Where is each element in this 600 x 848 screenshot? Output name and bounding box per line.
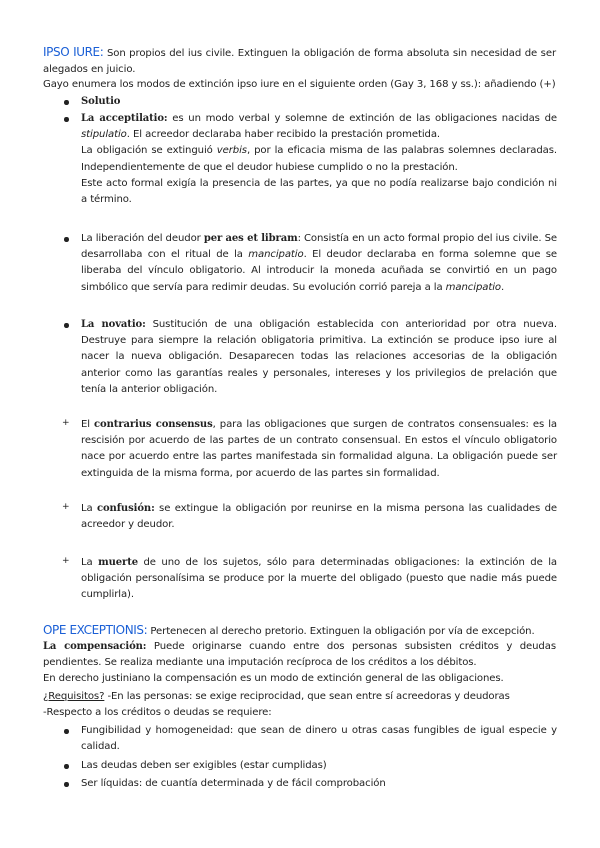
creditos-line: -Respecto a los créditos o deudas se requiere: — [43, 707, 272, 718]
mancipatio-term: mancipatio — [445, 281, 501, 293]
liberacion-text: La liberación del deudor — [81, 233, 204, 244]
confusion-term: confusión: — [97, 503, 155, 514]
bullet-dot — [64, 237, 69, 242]
verbis-term: verbis — [216, 145, 247, 157]
ope-exceptionis-intro — [43, 622, 563, 640]
bullet-dot — [64, 729, 69, 734]
gayo-line: Gayo enumera los modos de extinción ipso iure en el siguiente orden (Gay 3, 168 y ss.): añadiendo (+) — [43, 79, 556, 90]
plus-marker: + — [62, 556, 70, 566]
requisitos-line — [43, 689, 563, 705]
compensacion-paragraph — [43, 639, 556, 688]
contrarius-text: , para las obligaciones que surgen de contratos consensuales: es la rescisión por acuerdo de las partes de un contrato consensual. En estos el vínculo obligatorio nace por acuerdo entre las partes manifestada sin formalidad alguna. La obligación puede ser extinguida de la misma forma, por acuerdo de las partes sin formalidad. — [81, 419, 557, 479]
mancipatio-term: mancipatio — [248, 249, 304, 261]
liberacion-text: : Consistía en un acto formal propio del ius civile. Se desarrollaba con el ritual de la — [81, 233, 557, 261]
contrarius-consensus-term: contrarius consensus — [94, 419, 213, 430]
requisito-item: Ser líquidas: de cuantía determinada y de fácil comprobación — [81, 778, 386, 789]
novatio-text: Sustitución de una obligación establecida con anterioridad por otra nueva. Destruye para siempre la relación obligatoria primitiva. La extinción se produce ipso iure al nacer la nueva obligación. Desaparecen todas las relaciones accesorias de la obligación anterior como las garantías reales y personales, intereses y los privilegios de prelación que tenía la anterior obligación. — [81, 319, 557, 395]
confusion-item — [81, 501, 557, 533]
contrarius-item — [81, 417, 557, 482]
contrarius-text: El — [81, 419, 95, 430]
muerte-item — [81, 555, 557, 604]
muerte-term: muerte — [98, 557, 138, 568]
liberacion-text: . El deudor declaraba en forma solemne que se liberaba del vínculo obligatorio. Al introducir la moneda acuñada se convirtió en un pago simbólico que servía para redimir deudas. Su evolución corrió pareja a la — [81, 249, 557, 293]
ipso-iure-heading: IPSO IURE: — [43, 45, 104, 59]
acceptilatio-text: La obligación se extinguió — [81, 145, 217, 157]
bullet-dot — [64, 764, 69, 769]
confusion-text: La — [81, 503, 97, 514]
compensacion-term: La compensación: — [43, 641, 147, 652]
requisito-item: Fungibilidad y homogeneidad: que sean de dinero u otras casas fungibles de igual especie y calidad. — [81, 725, 557, 753]
ope-exceptionis-heading: OPE EXCEPTIONIS: — [43, 623, 148, 637]
novatio-item — [81, 317, 557, 398]
acceptilatio-term: La acceptilatio: — [81, 113, 168, 124]
acceptilatio-item — [81, 111, 557, 208]
novatio-term: La novatio: — [81, 319, 146, 330]
bullet-dot — [64, 100, 69, 105]
liberacion-item — [81, 231, 557, 296]
acceptilatio-text: , por la eficacia misma de las palabras solemnes declaradas. Independientemente de que el deudor hubiese cumplido o no la prestación. — [81, 145, 557, 173]
bullet-dot — [64, 323, 69, 328]
solutio-item: Solutio — [81, 96, 121, 107]
bullet-dot — [64, 782, 69, 787]
liberacion-text: . — [500, 281, 505, 293]
justiniano-text: En derecho justiniano la compensación es un modo de extinción general de las obligaciones. — [43, 673, 504, 685]
ope-exceptionis-intro-text: Pertenecen al derecho pretorio. Extinguen la obligación por vía de excepción. — [147, 626, 535, 637]
requisito-item: Las deudas deben ser exigibles (estar cumplidas) — [81, 760, 327, 771]
muerte-text: La — [81, 557, 99, 568]
compensacion-text: Puede originarse cuando entre dos personas subsisten créditos y deudas pendientes. Se realiza mediante una imputación recíproca de los créditos a los débitos. — [43, 641, 556, 669]
acceptilatio-text: . El acreedor declaraba haber recibido la prestación prometida. — [126, 129, 441, 141]
plus-marker: + — [62, 418, 70, 428]
acceptilatio-text: Este acto formal exigía la presencia de las partes, ya que no podía realizarse bajo condición ni a término. — [81, 177, 557, 206]
per-aes-et-libram-term: per aes et libram — [203, 233, 298, 244]
muerte-text: de uno de los sujetos, sólo para determinadas obligaciones: la extinción de la obligación personalísima se produce por la muerte del obligado (puesto que nadie más puede cumplirla). — [81, 557, 557, 601]
confusion-text: se extingue la obligación por reunirse en la misma persona las cualidades de acreedor y deudor. — [81, 503, 558, 531]
requisitos-question: ¿Requisitos? — [43, 691, 105, 702]
ipso-iure-intro — [43, 44, 556, 78]
acceptilatio-text: es un modo verbal y solemne de extinción de las obligaciones nacidas de — [167, 113, 557, 124]
plus-marker: + — [62, 502, 70, 512]
bullet-dot — [64, 117, 69, 122]
requisitos-text: -En las personas: se exige reciprocidad, que sean entre sí acreedoras y deudoras — [104, 691, 510, 702]
stipulatio-term: stipulatio — [81, 129, 127, 141]
ipso-iure-intro-text: Son propios del ius civile. Extinguen la obligación de forma absoluta sin necesidad de ser alegados en juicio. — [43, 48, 556, 76]
